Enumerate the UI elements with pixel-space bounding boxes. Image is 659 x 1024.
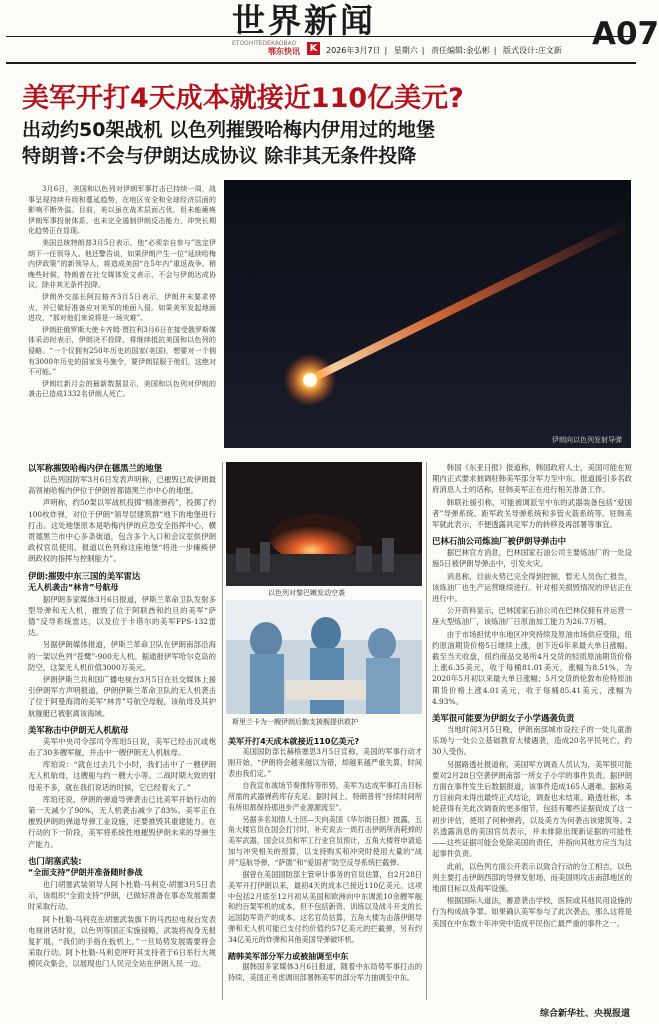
section-heading: 美军很可能要为伊朗女子小学遇袭负责	[432, 713, 575, 724]
paragraph: 阿卜杜勒-马利克在胡塞武装旗下的马西拉电视台发表电视讲话时说，以色列等国正实施侵略，武装将视身无报复扩展，“我们的手指在扳机上，”一旦局势发展需要将会采取行动。阿卜杜勒-马利克呼吁其支持者于6日举行大规模民众集会，以展现也门人民完全站在伊朗人民一边。	[28, 914, 216, 969]
paragraph: 当地时间3月5日晚，伊朗南部城市设拉子的一处儿童游乐场与一处公立基础教育大楼遇袭，造成20名平民死亡，约30人受伤。	[432, 725, 632, 757]
main-headline: 美军开打4天成本就接近110亿美元?	[22, 83, 464, 114]
paragraph: 自我宣布战场节奏推特等形势，美军为达成军事打击目标所需的武器弹药库存充足。据时间上，特朗普将“持续时间所有所用都保持那进步产业源源流至”。	[228, 780, 422, 812]
section-heading: 美军称击中伊朗无人机航母	[28, 724, 129, 735]
section-title: 世界新闻	[232, 1, 376, 40]
design-credit: 版式设计:庄文新	[503, 46, 562, 55]
section-subheading: 无人机袭击“林肯”号航母	[28, 582, 119, 592]
issue-weekday: 星期六	[393, 46, 418, 55]
section-heading: 美军开打4天成本就接近110亿美元?	[228, 737, 360, 746]
section-heading: 踏韩美军部分军力或被抽调至中东	[228, 951, 349, 961]
photo-missile-caption: 伊朗向以色列发射导弹	[552, 436, 622, 444]
paragraph: 据巴林官方消息，巴林国家石油公司主要炼油厂的一处设施5日被伊朗导弹击中，引发火灾。	[432, 548, 632, 569]
subheadline-1: 出动约50架战机 以色列摧毁哈梅内伊用过的地堡	[22, 119, 436, 141]
lead-paragraph: 伊朗外交部长阿拉格齐3月5日表示，伊朗并未要求停火，并已做好准备应对美军的地面入侵。如果美军发起地面进攻，“那对他们来说将是一场灾难”。	[28, 292, 216, 323]
section-heading: 也门胡塞武装:	[28, 855, 82, 866]
photo-rescue-caption: 斯里兰卡为一艘伊朗后勤支援舰提供救护	[232, 718, 358, 726]
section-heading: 伊朗:摧毁中东三国的美军雷达	[28, 570, 141, 581]
column-divider	[426, 462, 427, 1000]
paragraph: 据曾在美国国防部主管审计事务的官员估算，自2月28日美军开打伊朗以来，最初4天的成本已接近110亿美元。这项中包括2月底至12月初从美国和欧洲向中东调派10余艘军舰和约百架军机的成本，但不包括新资、训练以及战斗开支的长远国防军资产的成本。这名官员估算，五角大楼为击落伊朗导弹和无人机可能已支付约价值约57亿美元的拦截弹，另有约34亿美元的炸弹和其他美国导弹破坏机。	[228, 869, 422, 945]
paragraph: 据韩国多家媒体3月6日报道，随着中东局势军事打击的持续，美国正考虑调用部署韩美军的部分军力抽调至中东。	[228, 962, 422, 983]
paragraph: 韩国《东亚日报》报道称，韩国政府人士，美国可能在短期内正式要求抽调驻韩美军部分军力至中东。报道援引多名政府消息人士的话称，驻韩美军正在进行相关准备工作。	[432, 463, 632, 495]
photo-lebanon-airstrike	[226, 462, 422, 586]
column-1	[28, 462, 216, 971]
subheadline-2: 特朗普:不会与伊朗达成协议 除非其无条件投降	[22, 145, 417, 167]
paragraph: 库珀还说，伊朗的弹道导弹袭击已比美军开始行动的第一天减少了90%，无人机袭击减少了83%。美军正在摧毁伊朗的弹道导弹工业设施，还要推毁其重建能力。在行动的下一阶段，美军将系统性地摧毁伊朗未来的导弹生产能力。	[28, 794, 216, 849]
lead-paragraph: 3月6日，美国和以色列对伊朗军事打击已持续一周，战事呈现持续升级和蔓延趋势，在地区安全和全球经济层面的影响不断外溢。目前，美以虽在战术层面占优，但未能瘫痪伊朗军事投射体系，也未完全遏制伊朗反击能力，冲突长期化趋势正在显现。	[28, 185, 216, 236]
publication-name-en: ETOGHITEDEKAOBAO	[232, 40, 297, 47]
source-credit: 综合新华社、央视报道	[539, 1009, 630, 1019]
paragraph: 此前，以色列方面公开表示以致合行动的分工相吉，以色列主要打击伊朗西部的导弹发射场，而美国则攻击南部地区的地面目标以及海军设施。	[432, 861, 632, 893]
paragraph: 美军中央司令部司令库珀5日说，美军已经击沉或炮击了30多艘军舰，并击中一艘伊朗无人机航母。	[28, 736, 216, 758]
publication-name: 鄂东快讯	[268, 47, 300, 56]
paragraph: 声明称，约50架以军战机投掷“精准弹药”，投掷了约100枚炸弹，对位于伊朗“领导层建筑群”地下的地堡进行打击。这处地堡原本是哈梅内伊的应急安全指挥中心，横贯德黑兰市中心多条街道，包含多个入口和会议室供伊朗政权官员使用。报道以色列称这座地堡“将进一步瘫痪伊朗政权的指挥与控制能力”。	[28, 498, 216, 564]
column-2	[228, 736, 422, 985]
column-3	[432, 462, 632, 930]
issue-date: 2026年3月7日	[326, 46, 381, 55]
photo-sri-lanka-rescue	[226, 600, 422, 714]
paragraph: 另据多名知情人士回—天向美国《华尔街日报》披露，五角大楼官员在国会打讨时，补充说去一周打击伊朗所消耗掉的美军武器，国会议员和军工行业官员预计，五角大楼将申请追加与冲突相关的预算，以支持购买和冲突时使用大量的“战斧”巡航导弹，“萨德”和“爱国者”防空反导系统拦截弹。	[228, 814, 422, 867]
column-divider	[222, 462, 223, 1000]
paragraph: 韩联社援引称，可能被调派至中东的武器装备包括“爱国者”导弹系统、距军政关导弹系统和多管火箭系统等。驻韩美军就此表示，不便透露具定军力的转移及再部署等事宜。	[432, 497, 632, 530]
header-meta: 2026年3月7日 | 星期六 | 责任编辑:金弘彬 | 版式设计:庄文新	[326, 46, 562, 55]
paragraph: 伊朗伊斯兰共和国广播电视台3月5日在社交媒体上援引伊朗军方声明报道，伊朗伊斯兰革命卫队的无人机袭击了位于阿曼海湾的美军“林肯”号航空母舰，该航母及其护航舰艇已被驱离该海域。	[28, 675, 216, 718]
lead-article	[28, 184, 216, 401]
publication-logo-icon: K	[307, 42, 320, 55]
paragraph: 另据路透社报道称，美国军方调查人员认为，美军很可能要对2月28日空袭伊朗南部一所女子小学的事件负责。据伊朗方面在事件发生后数据报道，该事件造成165人遇难。据称美方目前尚未得出最终正式结论，调查也未结束。路透社称，本轮获得有关此次调查的更多细节，包括有哪些证据促成了这一初步评估，使用了何种弹药，以及美方为何袭击该建筑等。2名透露消息的美国官员表示，并未排除出现新证据的可能性——这些证据可能会免除美国的责任，并指向其他方应当为这起事件负责。	[432, 759, 632, 859]
paragraph: 据伊朗多家媒体3月6日报道，伊斯兰革命卫队发射多型导弹和无人机，摧毁了位于阿联酋和约旦的美军“萨德”反导系统雷达，以及位于卡塔尔的美军FPS-132雷达。	[28, 594, 216, 638]
section-heading: 巴林石油公司炼油厂被伊朗导弹击中	[432, 536, 566, 547]
section-heading: 以军称摧毁哈梅内伊在德黑兰的地堡	[28, 463, 162, 473]
paragraph: 库珀说：“就在过去几个小时，我们击中了一艘伊朗无人机航母，这艘船与约一艘大小等。二战时期大致的射母差不多，就在我们说话的时候，它已经着火了。”	[28, 760, 216, 792]
paragraph: 消息称，目前火势已完全得到控制，暂无人员伤亡报告，该炼油厂也生产运营继续进行。针对相关损毁情况的评估正在进行中。	[432, 571, 632, 604]
paragraph: 也门胡塞武装领导人阿卜杜勒-马利克·胡塞3月5日表示，该组织“全面支持”伊朗，已做好准备在事态发展需要时采取行动。	[28, 879, 216, 912]
lead-paragraph: 伊朗红新月会的最新数据显示，美国和以色列对伊朗的袭击已造成1332名伊朗人死亡。	[28, 379, 216, 399]
page-number: A07	[592, 16, 659, 52]
lead-paragraph: 美国总统特朗普3月5日表示，他“必须亲自参与”选定伊朗下一任领导人。他还警告说，如果伊朗产生一位“延续哈梅内伊政策”的新领导人，将造成美国“在5年内”重返战争。稍晚些时候，特朗普在社交媒体发文表示，不会与伊朗达成协议，除非其无条件投降。	[28, 238, 216, 290]
paragraph: 美国国防部长赫格塞思3月5日宣称，美国的军事行动才刚开始，“伊朗将会越来越以为错，却越来越严重失算，时间表由我们定。”	[228, 747, 422, 779]
header-rule	[6, 62, 636, 64]
paragraph: 以色列国防军3月6日发表声明称，已摧毁已故伊朗最高领袖哈梅内伊位于伊朗首都德黑兰市中心的地堡。	[28, 475, 216, 496]
editor-credit: 责任编辑:金弘彬	[431, 46, 490, 55]
lead-paragraph: 伊朗驻俄罗斯大使卡齐姆·贾拉利3月6日在接受俄罗斯媒体采访时表示，伊朗决不投降，将继续抵抗美国和以色列的侵略。“一个仅拥有250年历史的国家(美国)，想要对一个拥有3000年历史的国家发号施令，要伊朗屈服于他们，这绝对不可能。”	[28, 325, 216, 377]
photo-missile-launch	[224, 180, 631, 448]
paragraph: 公开资料显示，巴林国家石油公司在巴林仅拥有并运营一座大型炼油厂，该炼油厂日原油加工能力为26.7万桶。	[432, 606, 632, 627]
photo-airstrike-caption: 以色列对黎巴嫩发动空袭	[268, 589, 345, 597]
paragraph: 由于市场担忧中东地区冲突持续及原油市场供应受阻，纽约原油期货价格5日继续上涨，创下近6年来最大单日涨幅。截至当天收盘，纽约商品交易所4月交货的轻质原油期货价格上涨6.35美元，收于每桶81.01美元，涨幅为8.51%，为2020年5月初以来最大单日涨幅；5月交货的伦敦布伦特原油期货价格上涨4.01美元，收于每桶85.41美元，涨幅为4.93%。	[432, 629, 632, 706]
paragraph: 根据国际人道法，蓄意袭击学校，医院或其他民用设施的行为构成战争罪。如果确认美军参与了此次袭击，那么这将是美国在中东数十年冲突中造成平民伤亡最严重的事件之一。	[432, 896, 632, 928]
section-subheading: “全面支持”伊朗并准备随时参战	[28, 867, 143, 877]
paragraph: 另据伊朗媒体报道，伊斯兰革命卫队在伊朗南部沿海的一架以色列“苍鹭”-900无人机。据通报伊军哈尔克岛的防空，这架无人机价值3000万美元。	[28, 640, 216, 672]
